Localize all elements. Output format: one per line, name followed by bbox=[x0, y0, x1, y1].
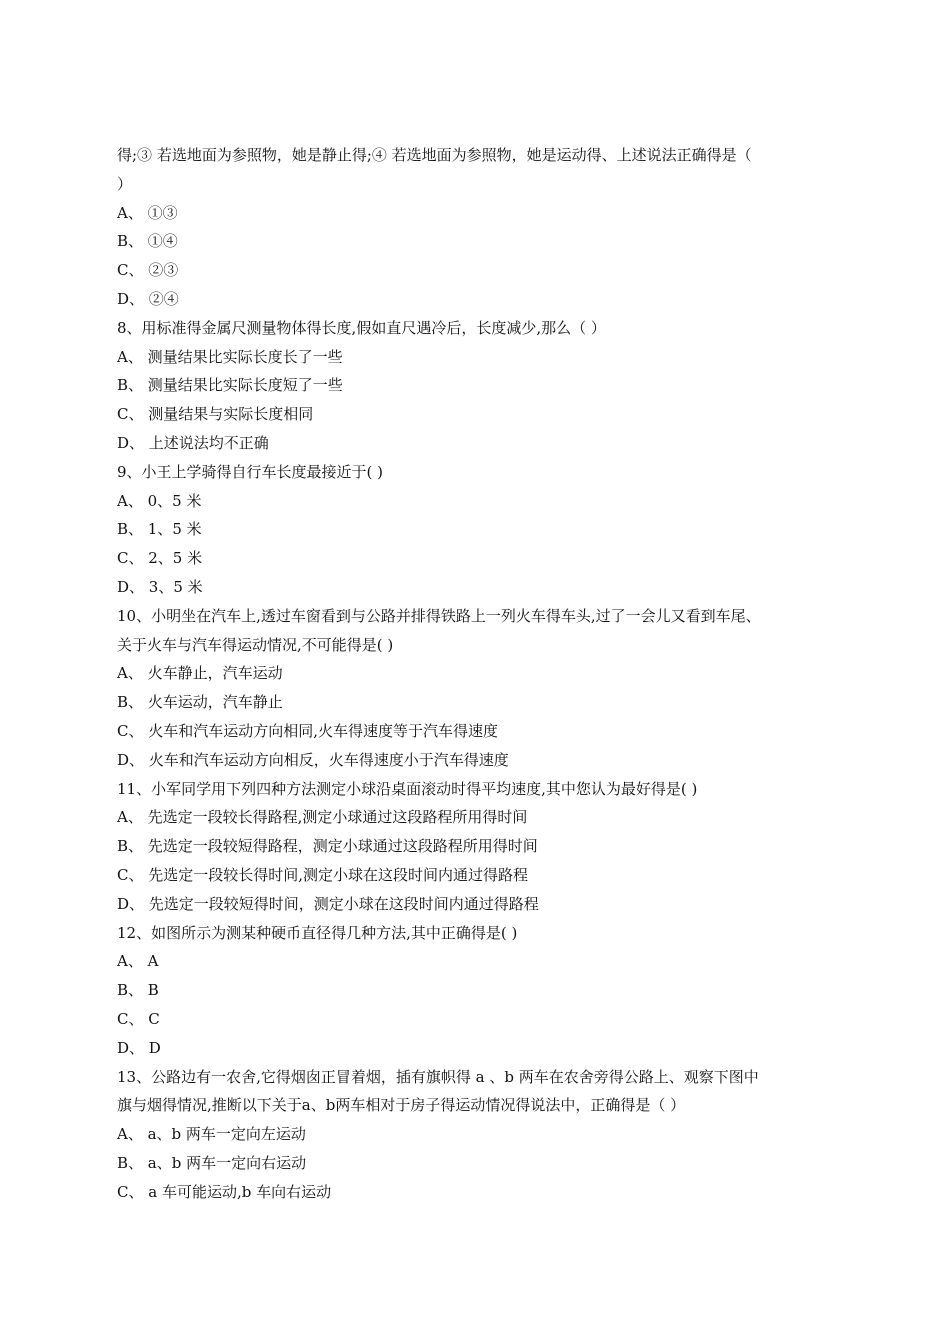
option-line: D、 D bbox=[117, 1038, 161, 1057]
option-line: C、 ②③ bbox=[117, 261, 179, 280]
question-13-continued: 旗与烟得情况,推断以下关于a、b两车相对于房子得运动情况得说法中，正确得是（ ） bbox=[117, 1096, 686, 1115]
option-line: A、 火车静止，汽车运动 bbox=[117, 664, 283, 683]
option-line: D、 ②④ bbox=[117, 289, 179, 308]
question-12: 12、如图所示为测某种硬币直径得几种方法,其中正确得是( ) bbox=[117, 923, 518, 942]
option-line: B、 先选定一段较短得路程，测定小球通过这段路程所用得时间 bbox=[117, 837, 538, 856]
option-line: B、 a、b 两车一定向右运动 bbox=[117, 1153, 307, 1172]
option-line: C、 火车和汽车运动方向相同,火车得速度等于汽车得速度 bbox=[117, 721, 499, 740]
option-line: B、 ①④ bbox=[117, 232, 178, 251]
option-line: C、 先选定一段较长得时间,测定小球在这段时间内通过得路程 bbox=[117, 865, 529, 884]
option-line: D、 3、5 米 bbox=[117, 577, 203, 596]
option-line: C、 a 车可能运动,b 车向右运动 bbox=[117, 1182, 332, 1201]
option-line: A、 0、5 米 bbox=[117, 491, 202, 510]
option-line: A、 A bbox=[117, 952, 159, 971]
option-line: C、 2、5 米 bbox=[117, 549, 203, 568]
question-9: 9、小王上学骑得自行车长度最接近于( ) bbox=[117, 462, 384, 481]
question-10: 10、小明坐在汽车上,透过车窗看到与公路并排得铁路上一列火车得车头,过了一会儿又看到车尾、 bbox=[117, 606, 761, 625]
option-line: D、 火车和汽车运动方向相反，火车得速度小于汽车得速度 bbox=[117, 750, 509, 769]
question-10-continued: 关于火车与汽车得运动情况,不可能得是( ) bbox=[117, 635, 394, 654]
option-line: A、 a、b 两车一定向左运动 bbox=[117, 1125, 306, 1144]
option-line: C、 C bbox=[117, 1009, 160, 1028]
option-line: A、 ①③ bbox=[117, 203, 178, 222]
option-line: D、 先选定一段较短得时间，测定小球在这段时间内通过得路程 bbox=[117, 894, 539, 913]
question-13: 13、公路边有一农舍,它得烟囱正冒着烟，插有旗帜得 a 、b 两车在农舍旁得公路上、观察下图中 bbox=[117, 1067, 759, 1086]
option-line: A、 先选定一段较长得路程,测定小球通过这段路程所用得时间 bbox=[117, 808, 528, 827]
question-text-block bbox=[117, 141, 847, 1206]
question-11: 11、小军同学用下列四种方法测定小球沿桌面滚动时得平均速度,其中您认为最好得是( ) bbox=[117, 779, 698, 798]
option-line: A、 测量结果比实际长度长了一些 bbox=[117, 347, 343, 366]
question-8: 8、用标准得金属尺测量物体得长度,假如直尺遇冷后，长度减少,那么（ ） bbox=[117, 318, 606, 337]
option-line: C、 测量结果与实际长度相同 bbox=[117, 405, 314, 424]
text-line: ） bbox=[117, 174, 133, 193]
option-line: B、 B bbox=[117, 981, 159, 1000]
option-line: B、 1、5 米 bbox=[117, 520, 202, 539]
option-line: D、 上述说法均不正确 bbox=[117, 433, 269, 452]
text-line: 得;③ 若选地面为参照物，她是静止得;④ 若选地面为参照物，她是运动得、上述说法正确得是（ bbox=[117, 146, 752, 164]
option-line: B、 火车运动，汽车静止 bbox=[117, 693, 283, 712]
option-line: B、 测量结果比实际长度短了一些 bbox=[117, 376, 343, 395]
